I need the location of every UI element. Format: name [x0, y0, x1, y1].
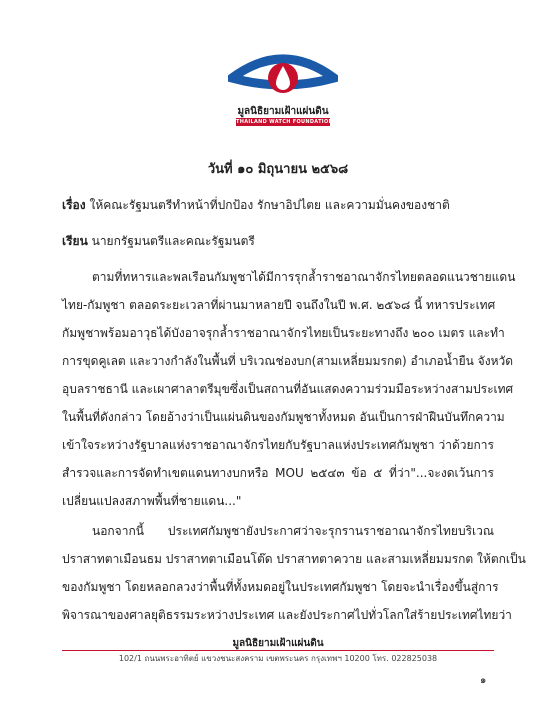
paragraph1-line: การขุดคูเลต และวางกำลังในพื้นที่ บริเวณช่องบก(สามเหลี่ยมมรกต) อำเภอน้ำยืน จังหวัด — [62, 354, 514, 368]
paragraph2-line: ของกัมพูชา โดยหลอกลวงว่าพื้นที่ทั้งหมดอยู่ในประเทศกัมพูชา โดยจะนำเรื่องขึ้นสู่การ — [62, 580, 499, 594]
paragraph1-line: กัมพูชาพร้อมอาวุธได้บังอาจรุกล้ำราชอาณาจักรไทยเป็นระยะทางถึง ๒๐๐ เมตร และทำ — [62, 326, 505, 340]
paragraph2-line: ปราสาทตาเมือนธม ปราสาทตาเมือนโต๊ด ปราสาทตาควาย และสามเหลี่ยมมรกต ให้ตกเป็น — [62, 552, 526, 566]
paragraph1-line: เข้าใจระหว่างรัฐบาลแห่งราชอาณาจักรไทยกับรัฐบาลแห่งประเทศกัมพูชา ว่าด้วยการ — [62, 438, 494, 452]
paragraph1-line: ตามที่ทหารและพลเรือนกัมพูชาได้มีการรุกล้ำราชอาณาจักรไทยตลอดแนวชายแดน — [92, 270, 516, 284]
paragraph1-line: สำรวจและการจัดทำเขตแดนทางบกหรือ MOU ๒๕๔๓ ข้อ ๕ ที่ว่า"...จะงดเว้นการ — [62, 466, 494, 480]
logo-name: มูลนิธิยามเฝ้าแผ่นดิน — [237, 106, 329, 117]
paragraph1-line: ไทย-กัมพูชา ตลอดระยะเวลาที่ผ่านมาหลายปี จนถึงในปี พ.ศ. ๒๕๖๘ นี้ ทหารประเทศ — [62, 298, 496, 312]
paragraph2-line: นอกจากนี้ ประเทศกัมพูชายังประกาศว่าจะรุกรานราชอาณาจักรไทยบริเวณ — [92, 524, 494, 538]
page-number: ๑ — [480, 675, 487, 686]
subject-line — [62, 196, 450, 215]
paragraph2-line: พิจารณาของศาลยุติธรรมระหว่างประเทศ และยังประกาศไปทั่วโลกใส่ร้ายประเทศไทยว่า — [62, 608, 512, 622]
paragraph1-line: อุบลราชธานี และเผาศาลาตรีมุขซึ่งเป็นสถานที่อันแสดงความร่วมมือระหว่างสามประเทศ — [62, 382, 514, 396]
salutation-label: เรียน — [62, 234, 88, 248]
footer-address: 102/1 ถนนพระอาทิตย์ แขวงชนะสงคราม เขตพระนคร กรุงเทพฯ 10200 โทร. 022825038 — [118, 654, 438, 663]
footer-foundation-name: มูลนิธิยามเฝ้าแผ่นดิน — [232, 638, 324, 649]
footer-divider — [62, 650, 494, 651]
subject-label: เรื่อง — [62, 198, 86, 212]
foundation-logo — [228, 48, 338, 110]
letter-date: วันที่ ๑๐ มิถุนายน ๒๕๖๘ — [207, 162, 349, 177]
paragraph1-line: ในพื้นที่ดังกล่าว โดยอ้างว่าเป็นแผ่นดินของกัมพูชาทั้งหมด อันเป็นการฝ่าฝืนบันทึกความ — [62, 410, 505, 424]
subject-text: ให้คณะรัฐมนตรีทำหน้าที่ปกป้อง รักษาอิปไตย และความมั่นคงของชาติ — [89, 198, 450, 212]
paragraph1-line: เปลี่ยนแปลงสภาพพื้นที่ชายแดน..." — [62, 494, 242, 508]
logo-english-name: THAILAND WATCH FOUNDATION — [236, 119, 333, 125]
salutation-line — [62, 232, 255, 251]
salutation-text: นายกรัฐมนตรีและคณะรัฐมนตรี — [91, 234, 255, 248]
